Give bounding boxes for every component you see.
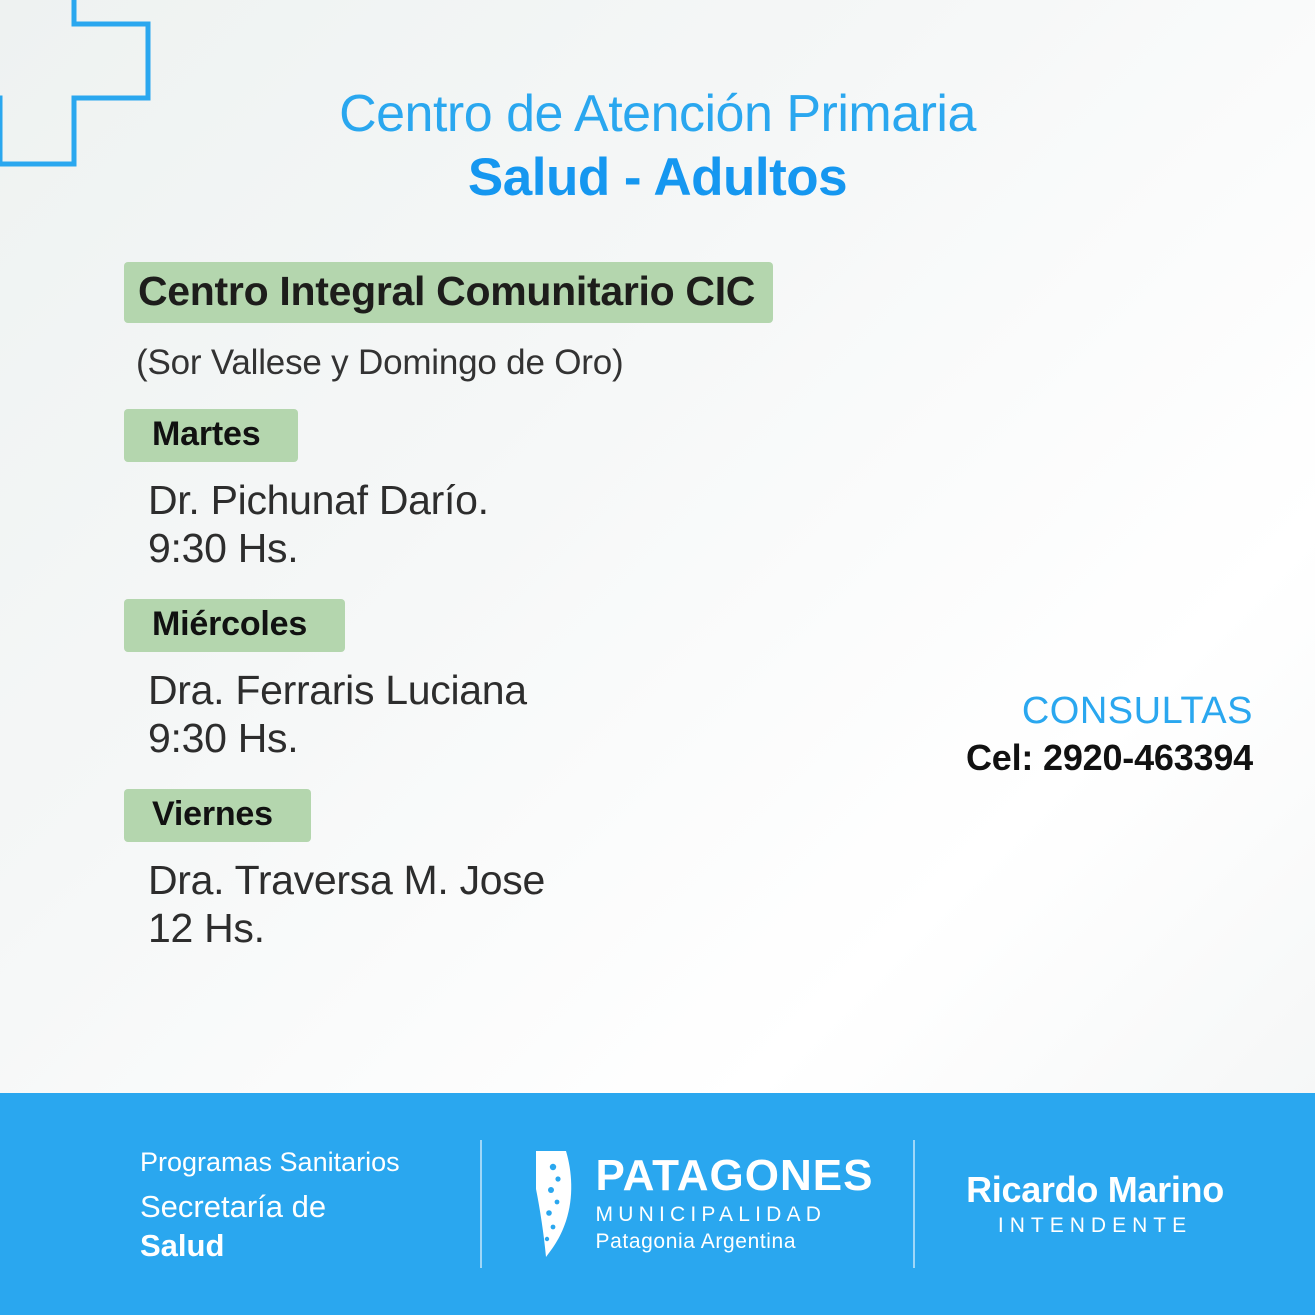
schedule-entry <box>124 409 1024 573</box>
schedule-entry <box>124 789 1024 953</box>
center-address: (Sor Vallese y Domingo de Oro) <box>136 343 624 382</box>
doctor-name: Dra. Ferraris Luciana <box>148 666 527 713</box>
doctor-time: 12 Hs. <box>148 904 265 951</box>
poster-header <box>0 86 1315 209</box>
footer-secretariat-label: Secretaría de <box>140 1189 327 1225</box>
brand-name: PATAGONES <box>595 1150 874 1200</box>
schedule-entry <box>124 599 1024 763</box>
page-subtitle: Salud - Adultos <box>467 148 848 208</box>
mayor-name: Ricardo Marino <box>966 1169 1224 1211</box>
doctor-time: 9:30 Hs. <box>148 525 299 572</box>
footer-brand <box>482 1149 913 1259</box>
doctor-name: Dr. Pichunaf Darío. <box>148 477 489 523</box>
day-badge: Viernes <box>124 789 311 842</box>
footer-secretariat-name: Salud <box>140 1228 225 1263</box>
contact-phone[interactable]: Cel: 2920-463394 <box>965 737 1253 778</box>
footer-mayor <box>915 1170 1315 1238</box>
contact-label: CONSULTAS <box>1021 690 1253 732</box>
brand-sub1: MUNICIPALIDAD <box>595 1202 827 1226</box>
day-badge: Martes <box>124 409 298 462</box>
doctor-time: 9:30 Hs. <box>148 715 299 762</box>
doctor-name: Dra. Traversa M. Jose <box>148 856 545 903</box>
center-name: Centro Integral Comunitario CIC <box>124 262 773 323</box>
brand-text <box>595 1150 874 1255</box>
day-badge: Miércoles <box>124 599 345 652</box>
mayor-title: INTENDENTE <box>997 1213 1193 1237</box>
poster-footer <box>0 1093 1315 1315</box>
contact-block <box>966 690 1253 779</box>
doctor-info <box>148 666 1024 763</box>
page-title: Centro de Atención Primaria <box>339 85 976 143</box>
footer-program-label: Programas Sanitarios <box>140 1146 400 1177</box>
footer-department <box>0 1144 480 1264</box>
schedule-block <box>124 262 1024 952</box>
doctor-info <box>148 476 1024 573</box>
patagones-logo-icon <box>522 1149 580 1259</box>
brand-sub2: Patagonia Argentina <box>595 1230 797 1254</box>
doctor-info <box>148 856 1024 953</box>
